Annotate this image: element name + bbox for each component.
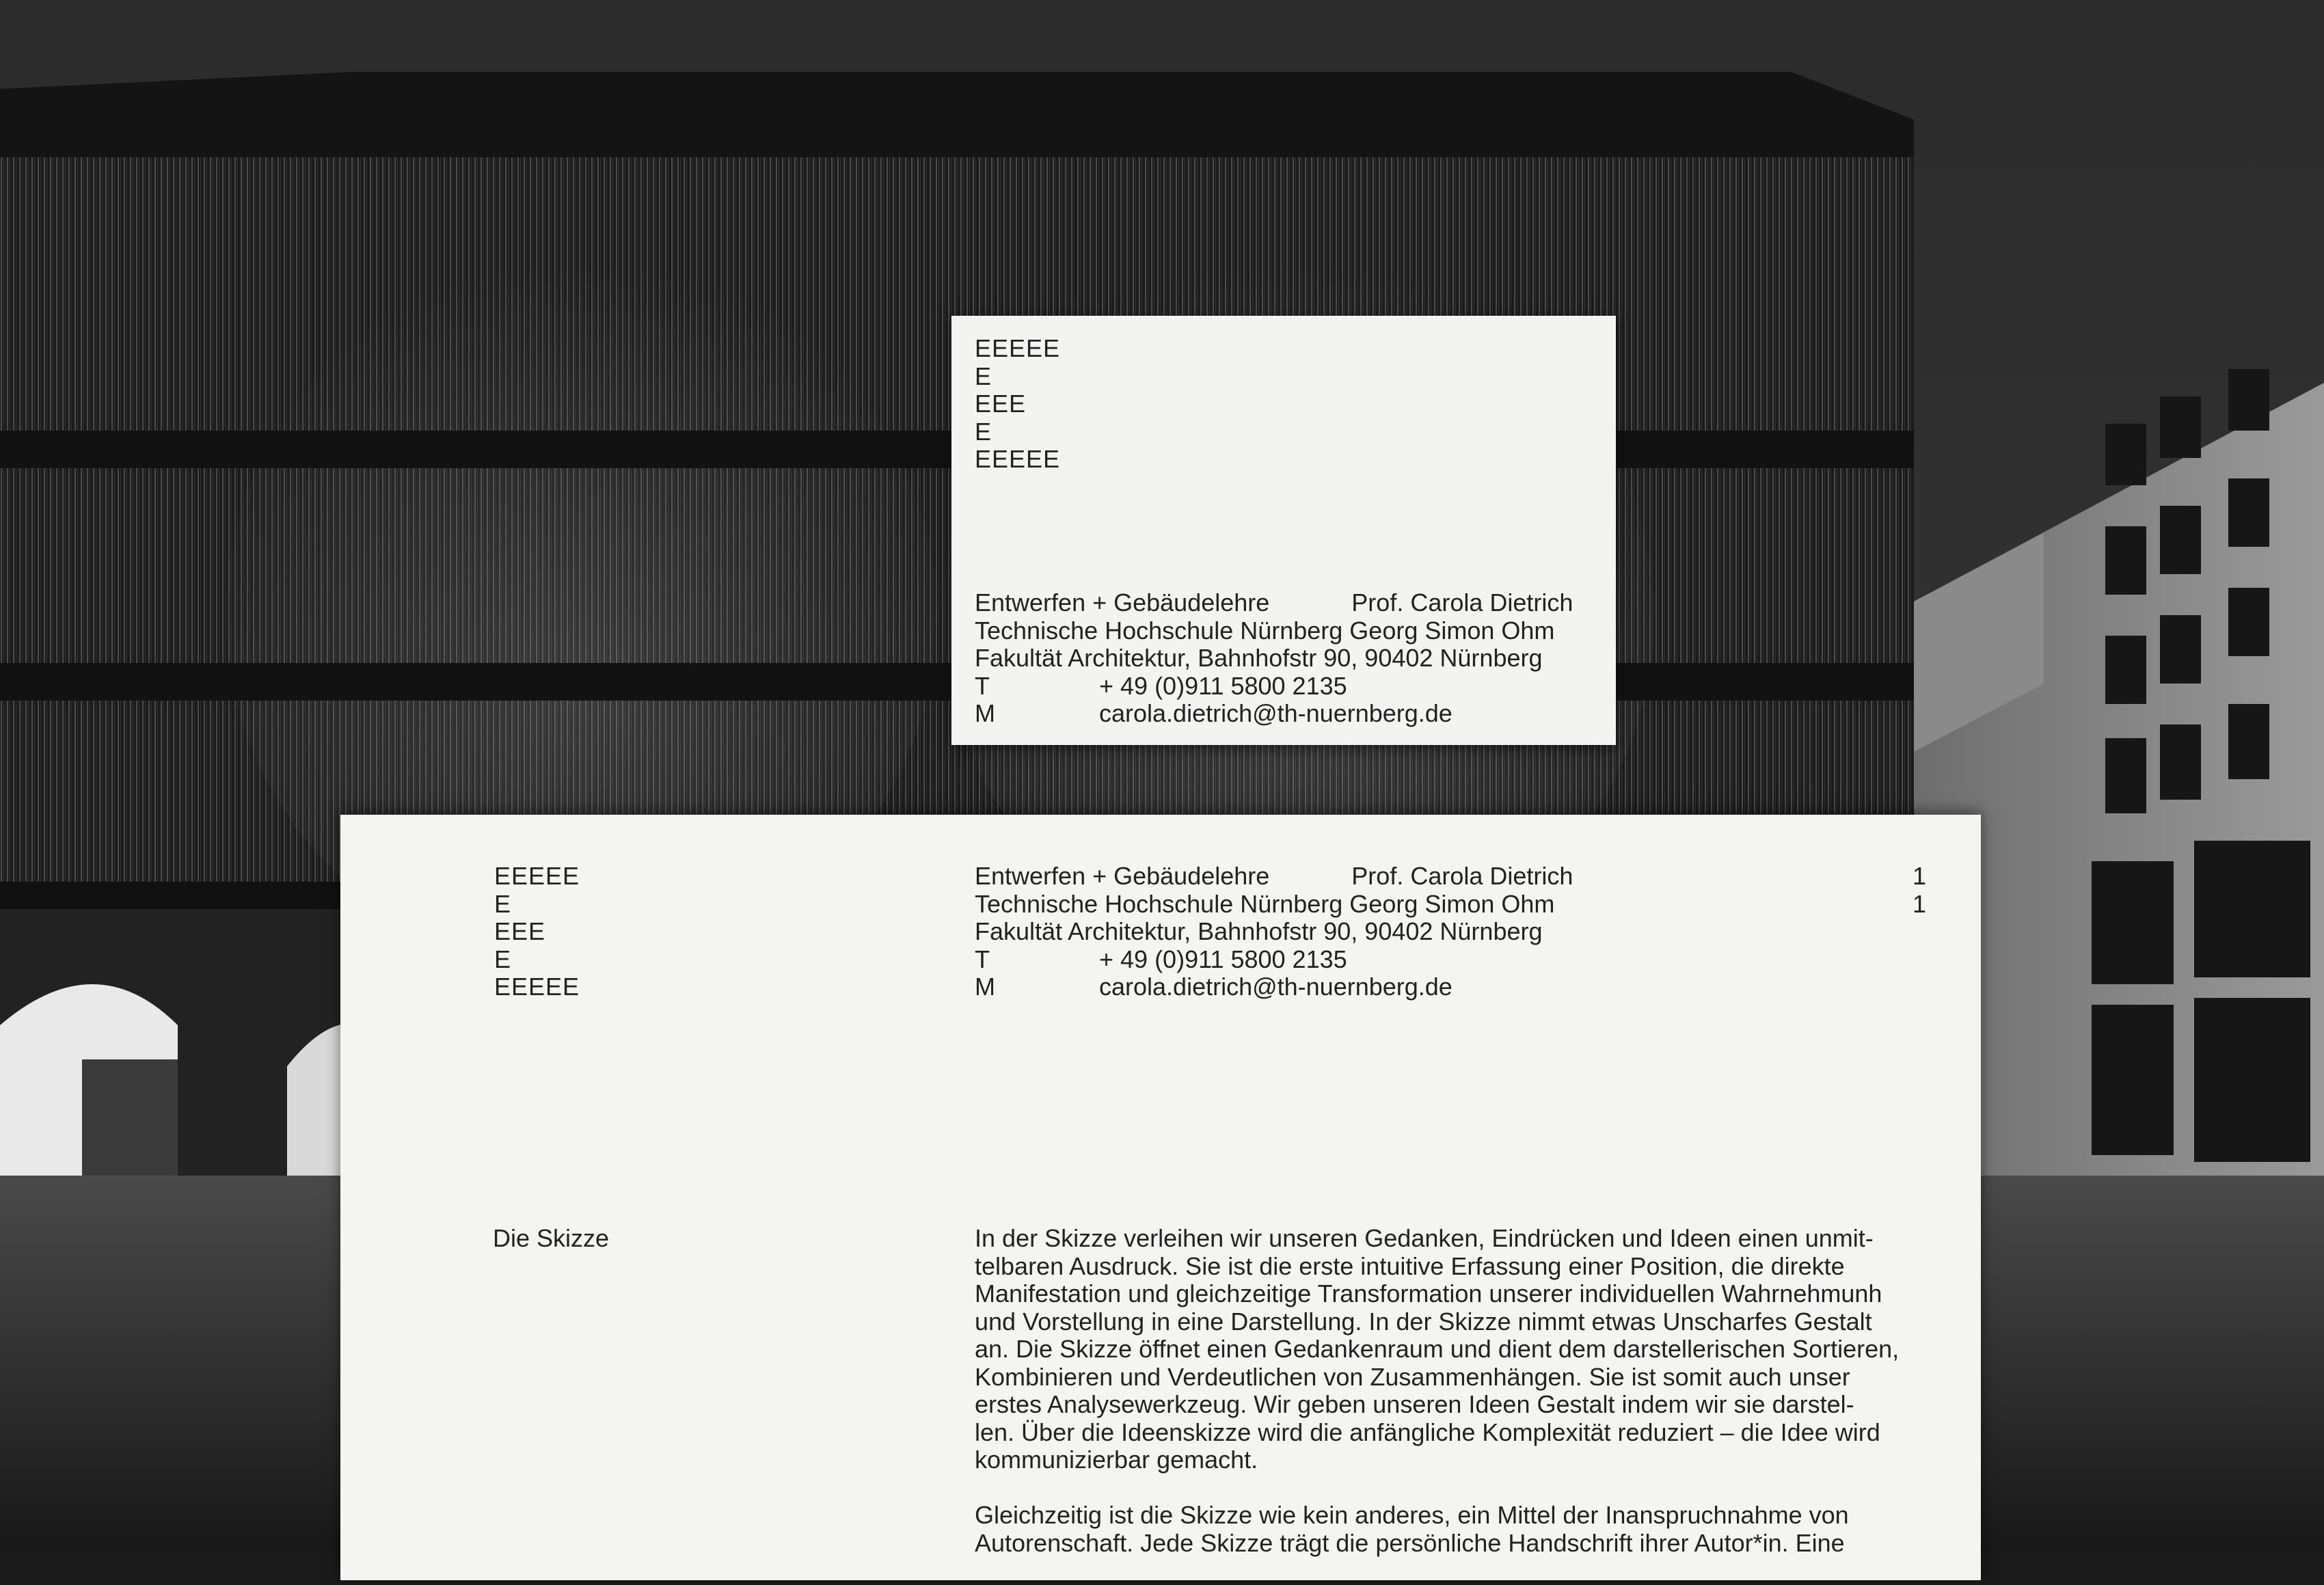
person-name: Prof. Carola Dietrich xyxy=(1351,862,1573,890)
phone-label: T xyxy=(975,945,990,973)
page-number-block xyxy=(1885,863,1926,918)
phone-label: T xyxy=(975,671,990,700)
mail-label: M xyxy=(975,699,995,727)
department-name: Entwerfen + Gebäudelehre xyxy=(975,862,1270,890)
letter-logo xyxy=(494,863,580,1001)
logo-line: EEE xyxy=(975,390,1027,418)
person-name: Prof. Carola Dietrich xyxy=(1351,588,1573,617)
phone-number: + 49 (0)911 5800 2135 xyxy=(1099,945,1347,973)
university-name: Technische Hochschule Nürnberg Georg Simon Ohm xyxy=(975,889,1555,918)
phone-number: + 49 (0)911 5800 2135 xyxy=(1099,671,1347,700)
email-address: carola.dietrich@th-nuernberg.de xyxy=(1099,699,1452,727)
logo-line: EEE xyxy=(494,917,546,945)
postal-address: Fakultät Architektur, Bahnhofstr 90, 90402 Nürnberg xyxy=(975,644,1543,672)
body-paragraph: In der Skizze verleihen wir unseren Gedanken, Eindrücken und Ideen einen unmit- telbaren Ausdruck. Sie ist die erste intuitive Erfassung einer Position, die direkte Manifestation und gleichzeitige Transformation unserer individuellen Wahrnehmunh und Vorstellung in eine Darstellung. In der Skizze nimmt etwas Unscharfes Gestalt an. Die Skizze öffnet einen Gedankenraum und dient dem darstellerischen Sortieren, Kombinieren und Verdeutlichen von Zusammenhängen. Sie ist somit auch unser erstes Analysewerkzeug. Wir geben unseren Ideen Gestalt indem wir sie darstel- len. Über die Ideenskizze wird die anfängliche Komplexität reduziert – die Idee wird kommunizierbar gemacht. xyxy=(975,1224,1900,1474)
logo-line: E xyxy=(975,417,992,446)
page-number: 1 xyxy=(1912,862,1926,890)
letter-contact-block xyxy=(975,863,1573,1001)
email-address: carola.dietrich@th-nuernberg.de xyxy=(1099,973,1452,1001)
card-contact-block xyxy=(975,589,1573,728)
business-card xyxy=(951,316,1616,745)
logo-line: EEEEE xyxy=(975,334,1061,362)
logo-line: EEEEE xyxy=(494,973,580,1001)
section-heading: Die Skizze xyxy=(493,1224,610,1252)
logo-line: E xyxy=(975,362,992,390)
body-paragraph: Gleichzeitig ist die Skizze wie kein anderes, ein Mittel der Inanspruchnahme von Autorenschaft. Jede Skizze trägt die persönliche Handschrift ihrer Autor*in. Eine xyxy=(975,1501,1849,1557)
university-name: Technische Hochschule Nürnberg Georg Simon Ohm xyxy=(975,616,1555,645)
page-number: 1 xyxy=(1912,889,1926,918)
postal-address: Fakultät Architektur, Bahnhofstr 90, 90402 Nürnberg xyxy=(975,917,1543,945)
letter-body xyxy=(975,1225,1932,1585)
logo-line: E xyxy=(494,945,512,973)
department-name: Entwerfen + Gebäudelehre xyxy=(975,588,1270,617)
mail-label: M xyxy=(975,973,995,1001)
card-logo xyxy=(975,335,1060,474)
logo-line: EEEEE xyxy=(975,445,1061,473)
logo-line: EEEEE xyxy=(494,862,580,890)
letterhead-sheet xyxy=(340,815,1981,1580)
logo-line: E xyxy=(494,889,512,918)
